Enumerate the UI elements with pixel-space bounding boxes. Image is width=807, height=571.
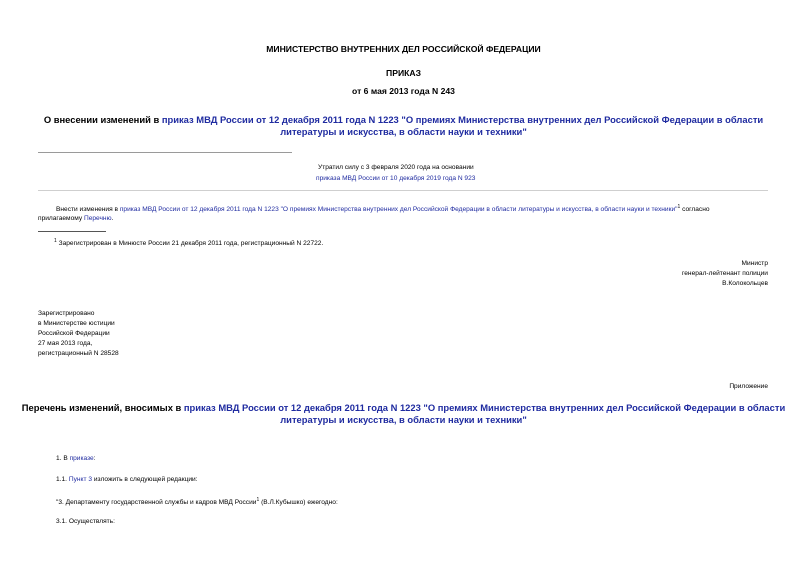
body-prefix: Внести изменения в (56, 206, 120, 214)
signature-title: Министр (741, 260, 768, 267)
appendix-title-link-cont[interactable]: литературы и искусства, в области науки и техники" (280, 414, 527, 425)
list-item (56, 475, 198, 485)
doc-title-line2[interactable] (0, 126, 807, 138)
list-item (56, 495, 338, 508)
status-text: Утратил силу с 3 февраля 2020 года на основании (318, 164, 474, 171)
item-footnote-ref[interactable]: 1 (256, 497, 260, 503)
doc-title-link-cont[interactable]: литературы и искусства, в области науки и техники" (280, 126, 527, 137)
doc-type: ПРИКАЗ (386, 68, 421, 78)
body-order-link[interactable]: приказ МВД России от 12 декабря 2011 года N 1223 "О премиях Министерства внутренних дел Российской Федерации в области литературы и искусства, в области науки и техники" (119, 206, 678, 214)
signature-rank: генерал-лейтенант полиции (682, 270, 768, 277)
footnote-marker: 1 (54, 238, 57, 244)
registration-line5: регистрационный N 28528 (38, 350, 119, 357)
body-line2-suffix: . (111, 215, 114, 222)
signature-name: В.Колокольцев (722, 280, 768, 287)
list-item (56, 454, 96, 464)
appendix-title (0, 402, 807, 414)
footnote-text: Зарегистрирован в Минюсте России 21 декабря 2011 года, регистрационный N 22722. (56, 240, 324, 248)
body-suffix: согласно (680, 206, 710, 214)
list-item: 3.1. Осуществлять: (56, 518, 115, 525)
item-prefix: 1.1. (56, 476, 69, 483)
appendix-title-line2[interactable] (0, 414, 807, 426)
item-suffix: : (93, 455, 96, 462)
item-suffix: (В.Л.Кубышко) ежегодно: (259, 499, 338, 507)
body-paragraph-line2 (38, 214, 113, 224)
list-link[interactable]: Перечню (83, 215, 112, 222)
doc-date-number: от 6 мая 2013 года N 243 (352, 86, 455, 96)
registration-line3: Российской Федерации (38, 330, 110, 337)
footnote-divider (38, 231, 106, 232)
registration-line4: 27 мая 2013 года, (38, 340, 93, 347)
registration-line2: в Министерстве юстиции (38, 320, 115, 327)
doc-title-prefix: О внесении изменений в (43, 114, 162, 125)
item-suffix: изложить в следующей редакции: (92, 476, 198, 483)
appendix-title-link[interactable]: приказ МВД России от 12 декабря 2011 года N 1223 "О премиях Министерства внутренних дел Российской Федерации в области (183, 402, 786, 413)
item-point-link[interactable]: Пункт 3 (68, 476, 92, 483)
footnote-ref[interactable]: 1 (677, 204, 681, 210)
body-line2-prefix: прилагаемому (38, 215, 84, 222)
appendix-title-prefix: Перечень изменений, вносимых в (21, 402, 184, 413)
status-link[interactable]: приказа МВД России от 10 декабря 2019 года N 923 (316, 175, 476, 182)
registration-line1: Зарегистрировано (38, 310, 95, 317)
doc-title-link[interactable]: приказ МВД России от 12 декабря 2011 года N 1223 "О премиях Министерства внутренних дел Российской Федерации в области (161, 114, 764, 125)
divider (38, 190, 768, 191)
item-order-link[interactable]: приказе (69, 455, 94, 462)
item-text: "3. Департаменту государственной службы и кадров МВД России (56, 499, 257, 507)
item-prefix: 1. В (56, 455, 70, 462)
ministry-heading: МИНИСТЕРСТВО ВНУТРЕННИХ ДЕЛ РОССИЙСКОЙ ФЕДЕРАЦИИ (266, 44, 541, 54)
doc-title (0, 114, 807, 126)
footnote (54, 236, 323, 249)
divider (38, 152, 292, 153)
appendix-label: Приложение (729, 383, 768, 390)
body-paragraph (56, 202, 776, 215)
